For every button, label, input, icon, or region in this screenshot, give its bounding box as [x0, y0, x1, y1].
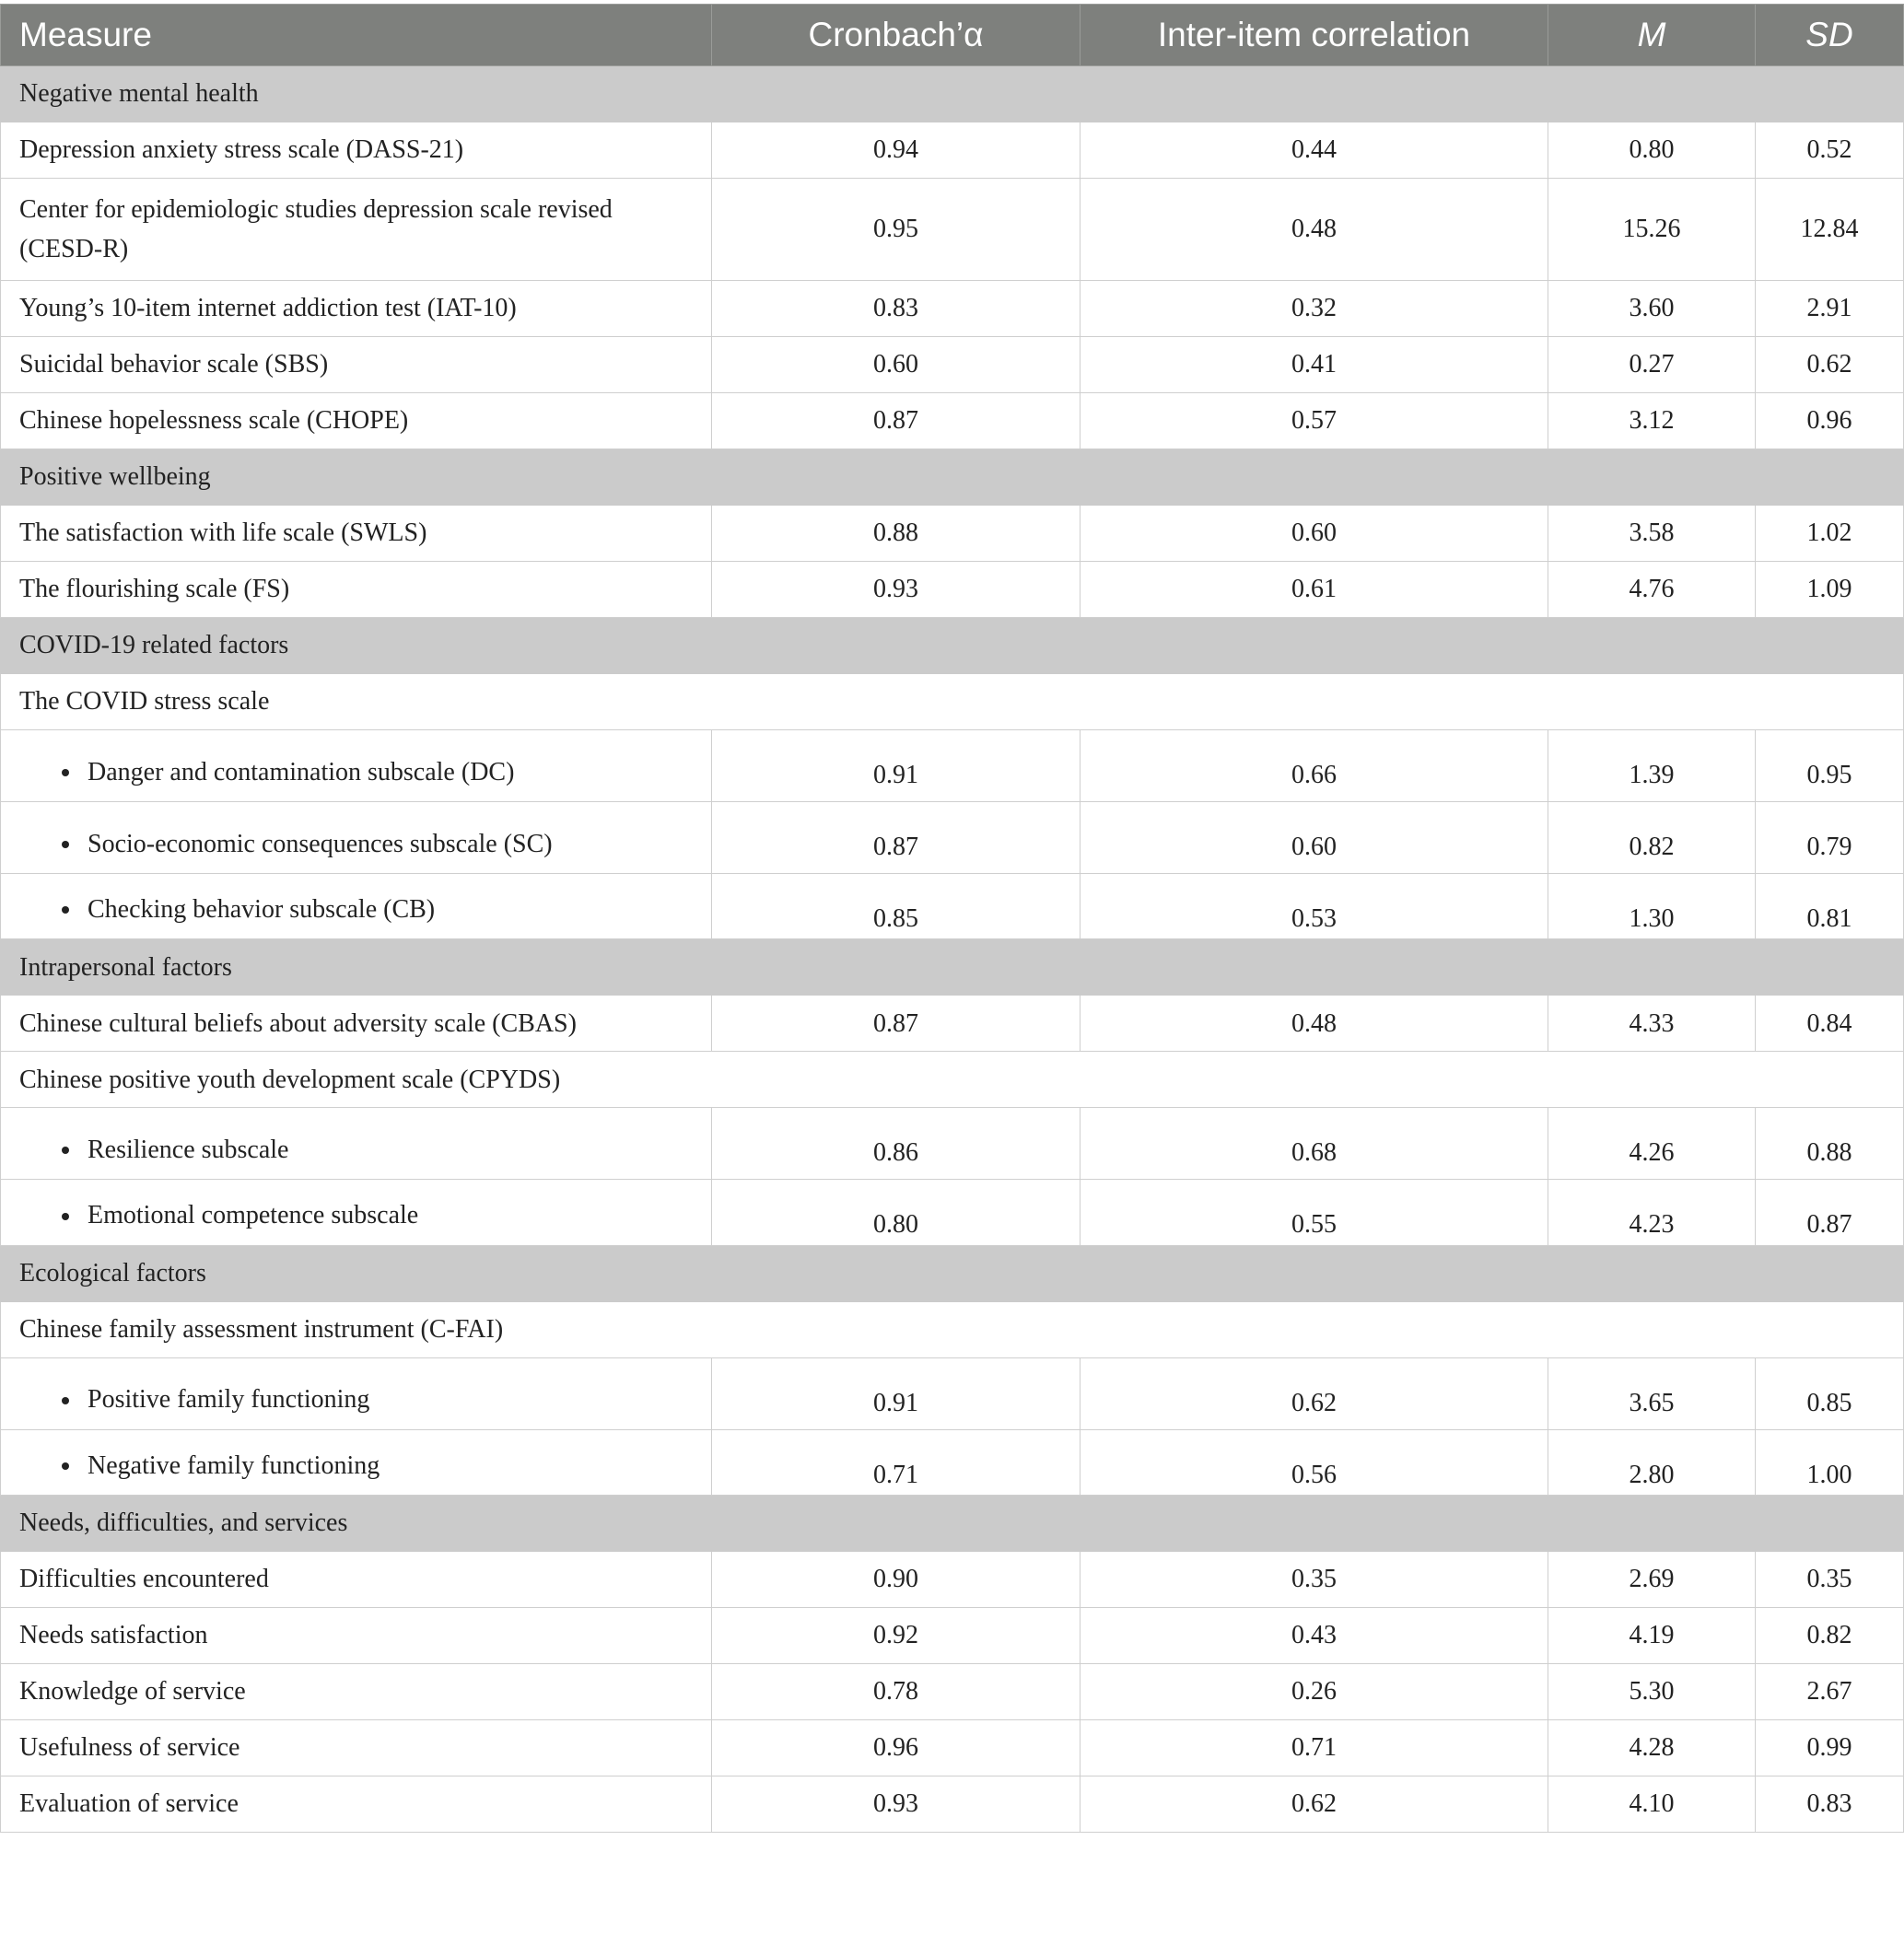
- table-row: [1, 562, 1904, 618]
- cronbach-alpha-cell: 0.86: [712, 1108, 1080, 1180]
- cronbach-alpha-cell: 0.78: [712, 1664, 1080, 1720]
- section-row: [1, 66, 1904, 122]
- header-cronbach-alpha: Cronbach’α: [712, 5, 1080, 66]
- inter-item-correlation-cell: 0.61: [1080, 562, 1548, 618]
- sd-cell: 0.95: [1756, 730, 1904, 802]
- mean-cell: 4.76: [1548, 562, 1756, 618]
- inter-item-correlation-cell: 0.68: [1080, 1108, 1548, 1180]
- measure-label: Depression anxiety stress scale (DASS-21): [1, 122, 712, 179]
- measure-label: Suicidal behavior scale (SBS): [1, 337, 712, 393]
- cronbach-alpha-cell: 0.87: [712, 802, 1080, 874]
- measure-cell: [1, 1357, 712, 1429]
- sd-cell: 2.91: [1756, 281, 1904, 337]
- cronbach-alpha-cell: 0.88: [712, 506, 1080, 562]
- inter-item-correlation-cell: 0.71: [1080, 1720, 1548, 1776]
- inter-item-correlation-cell: 0.48: [1080, 179, 1548, 281]
- table-row: [1, 337, 1904, 393]
- measure-label: Negative family functioning: [88, 1450, 380, 1480]
- cronbach-alpha-cell: 0.90: [712, 1552, 1080, 1608]
- sd-cell: 0.85: [1756, 1357, 1904, 1429]
- table-row: [1, 1664, 1904, 1720]
- section-label: COVID-19 related factors: [1, 618, 1904, 674]
- cronbach-alpha-cell: 0.83: [712, 281, 1080, 337]
- subscale-row: [1, 874, 1904, 939]
- measure-cell: [1, 1180, 712, 1245]
- table-row: [1, 281, 1904, 337]
- bullet-icon: [62, 1462, 69, 1470]
- table-row: [1, 122, 1904, 179]
- mean-cell: 3.12: [1548, 393, 1756, 449]
- measure-cell: [1, 1108, 712, 1180]
- mean-cell: 3.58: [1548, 506, 1756, 562]
- sd-cell: 0.82: [1756, 1608, 1904, 1664]
- mean-cell: 3.60: [1548, 281, 1756, 337]
- inter-item-correlation-cell: 0.66: [1080, 730, 1548, 802]
- section-label: Positive wellbeing: [1, 449, 1904, 506]
- cronbach-alpha-cell: 0.80: [712, 1180, 1080, 1245]
- measure-label: Needs satisfaction: [1, 1608, 712, 1664]
- bullet-icon: [62, 769, 69, 776]
- subheading-row: [1, 674, 1904, 730]
- mean-cell: 1.39: [1548, 730, 1756, 802]
- subheading-label: The COVID stress scale: [1, 674, 1904, 730]
- header-inter-item-correlation: Inter-item correlation: [1080, 5, 1548, 66]
- measure-cell: [1, 1429, 712, 1495]
- header-sd: SD: [1756, 5, 1904, 66]
- inter-item-correlation-cell: 0.56: [1080, 1429, 1548, 1495]
- inter-item-correlation-cell: 0.53: [1080, 874, 1548, 939]
- section-row: [1, 1245, 1904, 1301]
- table-row: [1, 1720, 1904, 1776]
- sd-cell: 0.88: [1756, 1108, 1904, 1180]
- subscale-row: [1, 1180, 1904, 1245]
- sd-cell: 0.52: [1756, 122, 1904, 179]
- section-row: [1, 618, 1904, 674]
- cronbach-alpha-cell: 0.94: [712, 122, 1080, 179]
- sd-cell: 0.87: [1756, 1180, 1904, 1245]
- measure-label: Center for epidemiologic studies depression scale revised (CESD-R): [1, 179, 712, 281]
- inter-item-correlation-cell: 0.26: [1080, 1664, 1548, 1720]
- table-row: [1, 506, 1904, 562]
- cronbach-alpha-cell: 0.85: [712, 874, 1080, 939]
- inter-item-correlation-cell: 0.48: [1080, 996, 1548, 1052]
- table-row: [1, 393, 1904, 449]
- subheading-row: [1, 1052, 1904, 1108]
- subscale-row: [1, 730, 1904, 802]
- mean-cell: 4.28: [1548, 1720, 1756, 1776]
- inter-item-correlation-cell: 0.60: [1080, 802, 1548, 874]
- measure-label: Chinese cultural beliefs about adversity scale (CBAS): [1, 996, 712, 1052]
- table-row: [1, 1608, 1904, 1664]
- measure-cell: [1, 802, 712, 874]
- measure-label: Positive family functioning: [88, 1385, 370, 1415]
- inter-item-correlation-cell: 0.62: [1080, 1357, 1548, 1429]
- sd-cell: 1.02: [1756, 506, 1904, 562]
- sd-cell: 0.35: [1756, 1552, 1904, 1608]
- subheading-row: [1, 1301, 1904, 1357]
- cronbach-alpha-cell: 0.92: [712, 1608, 1080, 1664]
- sd-cell: 0.99: [1756, 1720, 1904, 1776]
- measure-label: Young’s 10-item internet addiction test (IAT-10): [1, 281, 712, 337]
- sd-cell: 0.79: [1756, 802, 1904, 874]
- mean-cell: 1.30: [1548, 874, 1756, 939]
- table-header: [1, 5, 1904, 66]
- cronbach-alpha-cell: 0.96: [712, 1720, 1080, 1776]
- sd-cell: 0.84: [1756, 996, 1904, 1052]
- cronbach-alpha-cell: 0.87: [712, 393, 1080, 449]
- section-row: [1, 1496, 1904, 1552]
- header-row: [1, 5, 1904, 66]
- inter-item-correlation-cell: 0.43: [1080, 1608, 1548, 1664]
- measure-cell: [1, 874, 712, 939]
- subheading-label: Chinese family assessment instrument (C-FAI): [1, 1301, 1904, 1357]
- inter-item-correlation-cell: 0.62: [1080, 1776, 1548, 1833]
- mean-cell: 15.26: [1548, 179, 1756, 281]
- measure-cell: [1, 730, 712, 802]
- mean-cell: 4.33: [1548, 996, 1756, 1052]
- section-label: Intrapersonal factors: [1, 939, 1904, 996]
- inter-item-correlation-cell: 0.57: [1080, 393, 1548, 449]
- inter-item-correlation-cell: 0.32: [1080, 281, 1548, 337]
- subheading-label: Chinese positive youth development scale (CPYDS): [1, 1052, 1904, 1108]
- table-row: [1, 179, 1904, 281]
- mean-cell: 0.27: [1548, 337, 1756, 393]
- measure-label: Resilience subscale: [88, 1136, 289, 1164]
- mean-cell: 2.80: [1548, 1429, 1756, 1495]
- mean-cell: 5.30: [1548, 1664, 1756, 1720]
- sd-cell: 2.67: [1756, 1664, 1904, 1720]
- header-measure: Measure: [1, 5, 712, 66]
- cronbach-alpha-cell: 0.91: [712, 730, 1080, 802]
- sd-cell: 12.84: [1756, 179, 1904, 281]
- section-label: Negative mental health: [1, 66, 1904, 122]
- subscale-row: [1, 1357, 1904, 1429]
- section-label: Needs, difficulties, and services: [1, 1496, 1904, 1552]
- mean-cell: 3.65: [1548, 1357, 1756, 1429]
- table-body: [1, 66, 1904, 1833]
- bullet-icon: [62, 841, 69, 848]
- table-row: [1, 1776, 1904, 1833]
- header-mean: M: [1548, 5, 1756, 66]
- mean-cell: 2.69: [1548, 1552, 1756, 1608]
- table-row: [1, 1552, 1904, 1608]
- cronbach-alpha-cell: 0.91: [712, 1357, 1080, 1429]
- mean-cell: 0.82: [1548, 802, 1756, 874]
- sd-cell: 0.81: [1756, 874, 1904, 939]
- measure-label: Evaluation of service: [1, 1776, 712, 1833]
- subscale-row: [1, 1429, 1904, 1495]
- cronbach-alpha-cell: 0.60: [712, 337, 1080, 393]
- measure-label: The flourishing scale (FS): [1, 562, 712, 618]
- inter-item-correlation-cell: 0.35: [1080, 1552, 1548, 1608]
- bullet-icon: [62, 1397, 69, 1404]
- cronbach-alpha-cell: 0.71: [712, 1429, 1080, 1495]
- cronbach-alpha-cell: 0.93: [712, 562, 1080, 618]
- measure-label: The satisfaction with life scale (SWLS): [1, 506, 712, 562]
- inter-item-correlation-cell: 0.60: [1080, 506, 1548, 562]
- table-row: [1, 996, 1904, 1052]
- inter-item-correlation-cell: 0.55: [1080, 1180, 1548, 1245]
- measures-table-container: [0, 4, 1904, 1833]
- measure-label: Socio-economic consequences subscale (SC): [88, 829, 553, 858]
- sd-cell: 1.00: [1756, 1429, 1904, 1495]
- bullet-icon: [62, 1213, 69, 1220]
- sd-cell: 1.09: [1756, 562, 1904, 618]
- mean-cell: 0.80: [1548, 122, 1756, 179]
- measure-label: Knowledge of service: [1, 1664, 712, 1720]
- subscale-row: [1, 802, 1904, 874]
- sd-cell: 0.83: [1756, 1776, 1904, 1833]
- measure-label: Danger and contamination subscale (DC): [88, 757, 515, 786]
- measure-label: Emotional competence subscale: [88, 1201, 419, 1230]
- measures-table: [0, 4, 1904, 1833]
- mean-cell: 4.10: [1548, 1776, 1756, 1833]
- section-row: [1, 939, 1904, 996]
- cronbach-alpha-cell: 0.95: [712, 179, 1080, 281]
- mean-cell: 4.19: [1548, 1608, 1756, 1664]
- mean-cell: 4.26: [1548, 1108, 1756, 1180]
- section-label: Ecological factors: [1, 1245, 1904, 1301]
- inter-item-correlation-cell: 0.44: [1080, 122, 1548, 179]
- measure-label: Checking behavior subscale (CB): [88, 895, 436, 924]
- sd-cell: 0.96: [1756, 393, 1904, 449]
- sd-cell: 0.62: [1756, 337, 1904, 393]
- cronbach-alpha-cell: 0.93: [712, 1776, 1080, 1833]
- measure-label: Usefulness of service: [1, 1720, 712, 1776]
- measure-label: Difficulties encountered: [1, 1552, 712, 1608]
- inter-item-correlation-cell: 0.41: [1080, 337, 1548, 393]
- cronbach-alpha-cell: 0.87: [712, 996, 1080, 1052]
- mean-cell: 4.23: [1548, 1180, 1756, 1245]
- subscale-row: [1, 1108, 1904, 1180]
- section-row: [1, 449, 1904, 506]
- measure-label: Chinese hopelessness scale (CHOPE): [1, 393, 712, 449]
